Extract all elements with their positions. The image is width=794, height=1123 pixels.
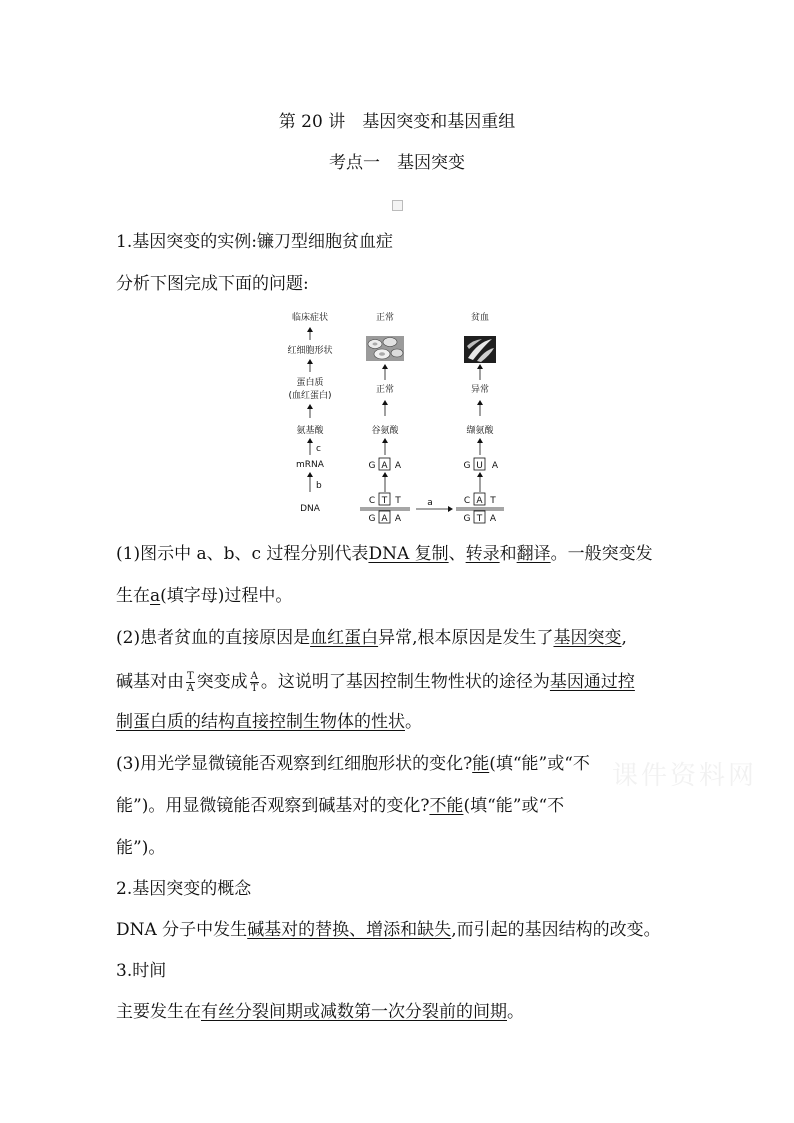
q1-text-4: (填字母)过程中。 xyxy=(160,586,293,606)
anemia-mrna-1: G xyxy=(463,461,471,471)
normal-protein: 正常 xyxy=(375,385,395,395)
section-3-body xyxy=(116,1000,524,1024)
q3-text-1: (3)用光学显微镜能否观察到红细胞形状的变化? xyxy=(116,754,473,774)
anemia-protein: 异常 xyxy=(470,385,490,395)
s3-text-2: 。 xyxy=(507,1002,524,1022)
s2-text-2: ,而引起的基因结构的改变。 xyxy=(451,920,661,940)
q3-text-2: (填“能”或“不 xyxy=(489,754,590,774)
q2-text-1: (2)患者贫血的直接原因是 xyxy=(116,628,311,648)
q3-answer-can: 能 xyxy=(472,754,490,774)
label-hemoglobin: (血红蛋白) xyxy=(288,391,332,401)
q3-text-5: 能”)。 xyxy=(116,838,166,858)
arrow-c-label: c xyxy=(316,444,321,454)
q1-text-2: 。一般突变发 xyxy=(550,544,653,564)
watermark: 课件资料网 xyxy=(612,761,758,791)
q1-answer-letter: a xyxy=(150,586,161,606)
label-amino-acid: 氨基酸 xyxy=(296,426,324,436)
normal-dna-bottom-3: A xyxy=(394,514,402,524)
anemia-dna-bottom-2: T xyxy=(476,514,483,524)
base-pair-fraction-2: $\frac{A}{T}$ xyxy=(250,671,258,694)
sickle-rbc-image xyxy=(464,336,496,363)
q1-answer-translation: 翻译 xyxy=(516,544,551,564)
s3-text-1: 主要发生在 xyxy=(116,1002,201,1022)
normal-dna-top-3: T xyxy=(395,496,401,506)
q2-line-3 xyxy=(116,710,422,734)
q2-answer-pathway-1: 基因通过控 xyxy=(549,672,635,692)
q2-answer-gene-mutation: 基因突变 xyxy=(553,628,622,648)
q1-answer-transcription: 转录 xyxy=(465,544,500,564)
q1-text-1: (1)图示中 a、b、c 过程分别代表 xyxy=(116,544,369,564)
s3-answer: 有丝分裂间期或减数第一次分裂前的间期 xyxy=(201,1002,507,1022)
q2-text-2: 异常,根本原因是发生了 xyxy=(378,628,554,648)
label-rbc-shape: 红细胞形状 xyxy=(287,346,333,356)
q2-text-5: 突变成 xyxy=(196,672,248,692)
q2-line-1 xyxy=(116,626,627,650)
q2-text-7: 。 xyxy=(405,712,422,732)
s2-text-1: DNA 分子中发生 xyxy=(116,920,248,940)
q1-line-1 xyxy=(116,542,653,566)
anemia-dna-bottom-3: A xyxy=(489,514,497,524)
normal-dna-bottom-1: G xyxy=(368,514,376,524)
image-placeholder-icon xyxy=(392,200,403,211)
label-clinical-symptom: 临床症状 xyxy=(291,313,329,323)
anemia-dna-bottom-1: G xyxy=(463,514,471,524)
q3-line-1 xyxy=(116,752,590,776)
q1-line-2 xyxy=(116,584,292,608)
q3-line-2 xyxy=(116,794,564,818)
q1-sep-2: 和 xyxy=(499,544,517,564)
q1-sep-1: 、 xyxy=(448,544,466,564)
label-dna: DNA xyxy=(300,504,320,514)
normal-dna-top-1: C xyxy=(368,496,376,506)
q3-answer-cannot: 不能 xyxy=(429,796,464,816)
q2-answer-pathway-2: 制蛋白质的结构直接控制生物体的性状 xyxy=(116,712,405,732)
section-1-heading: 1.基因突变的实例:镰刀型细胞贫血症 xyxy=(116,232,393,252)
q2-answer-hemoglobin: 血红蛋白 xyxy=(310,628,379,648)
arrow-b-label: b xyxy=(316,481,322,491)
label-mrna: mRNA xyxy=(296,460,324,470)
label-protein: 蛋白质 xyxy=(296,378,324,388)
section-1-instruction: 分析下图完成下面的问题: xyxy=(116,274,309,294)
normal-dna-top-2: T xyxy=(381,496,388,506)
s2-answer: 碱基对的替换、增添和缺失 xyxy=(247,920,452,940)
anemia-mrna-3: A xyxy=(491,461,499,471)
section-title: 考点一 基因突变 xyxy=(329,153,465,173)
normal-mrna-2: A xyxy=(381,461,388,471)
sickle-cell-diagram xyxy=(280,306,520,528)
normal-rbc-image xyxy=(366,336,404,361)
normal-mrna-3: A xyxy=(394,461,402,471)
arrow-a-label: a xyxy=(427,498,433,508)
q2-text-3: , xyxy=(621,628,627,648)
lecture-title: 第 20 讲 基因突变和基因重组 xyxy=(278,112,516,132)
q3-text-4: (填“能”或“不 xyxy=(463,796,565,816)
normal-dna-bottom-2: A xyxy=(381,514,388,524)
q2-text-6: 。这说明了基因控制生物性状的途径为 xyxy=(260,672,550,692)
anemia-symptom: 贫血 xyxy=(470,313,490,323)
anemia-mrna-2: U xyxy=(476,461,483,471)
section-2-heading: 2.基因突变的概念 xyxy=(116,879,252,899)
normal-amino-acid: 谷氨酸 xyxy=(371,426,399,436)
normal-mrna-1: G xyxy=(368,461,376,471)
normal-symptom: 正常 xyxy=(375,313,395,323)
section-2-body xyxy=(116,918,661,942)
anemia-dna-top-2: A xyxy=(476,496,483,506)
base-pair-fraction-1: $\frac{T}{A}$ xyxy=(186,671,194,694)
q2-text-4: 碱基对由 xyxy=(116,672,184,692)
q1-text-3: 生在 xyxy=(116,586,150,606)
anemia-dna-top-3: T xyxy=(490,496,496,506)
q1-answer-replication: DNA 复制 xyxy=(368,544,449,564)
q2-line-2 xyxy=(116,670,635,694)
section-3-heading: 3.时间 xyxy=(116,961,167,981)
q3-text-3: 能”)。用显微镜能否观察到碱基对的变化? xyxy=(116,796,430,816)
anemia-dna-top-1: C xyxy=(463,496,471,506)
anemia-amino-acid: 缬氨酸 xyxy=(466,426,494,436)
q3-line-3 xyxy=(116,836,165,860)
